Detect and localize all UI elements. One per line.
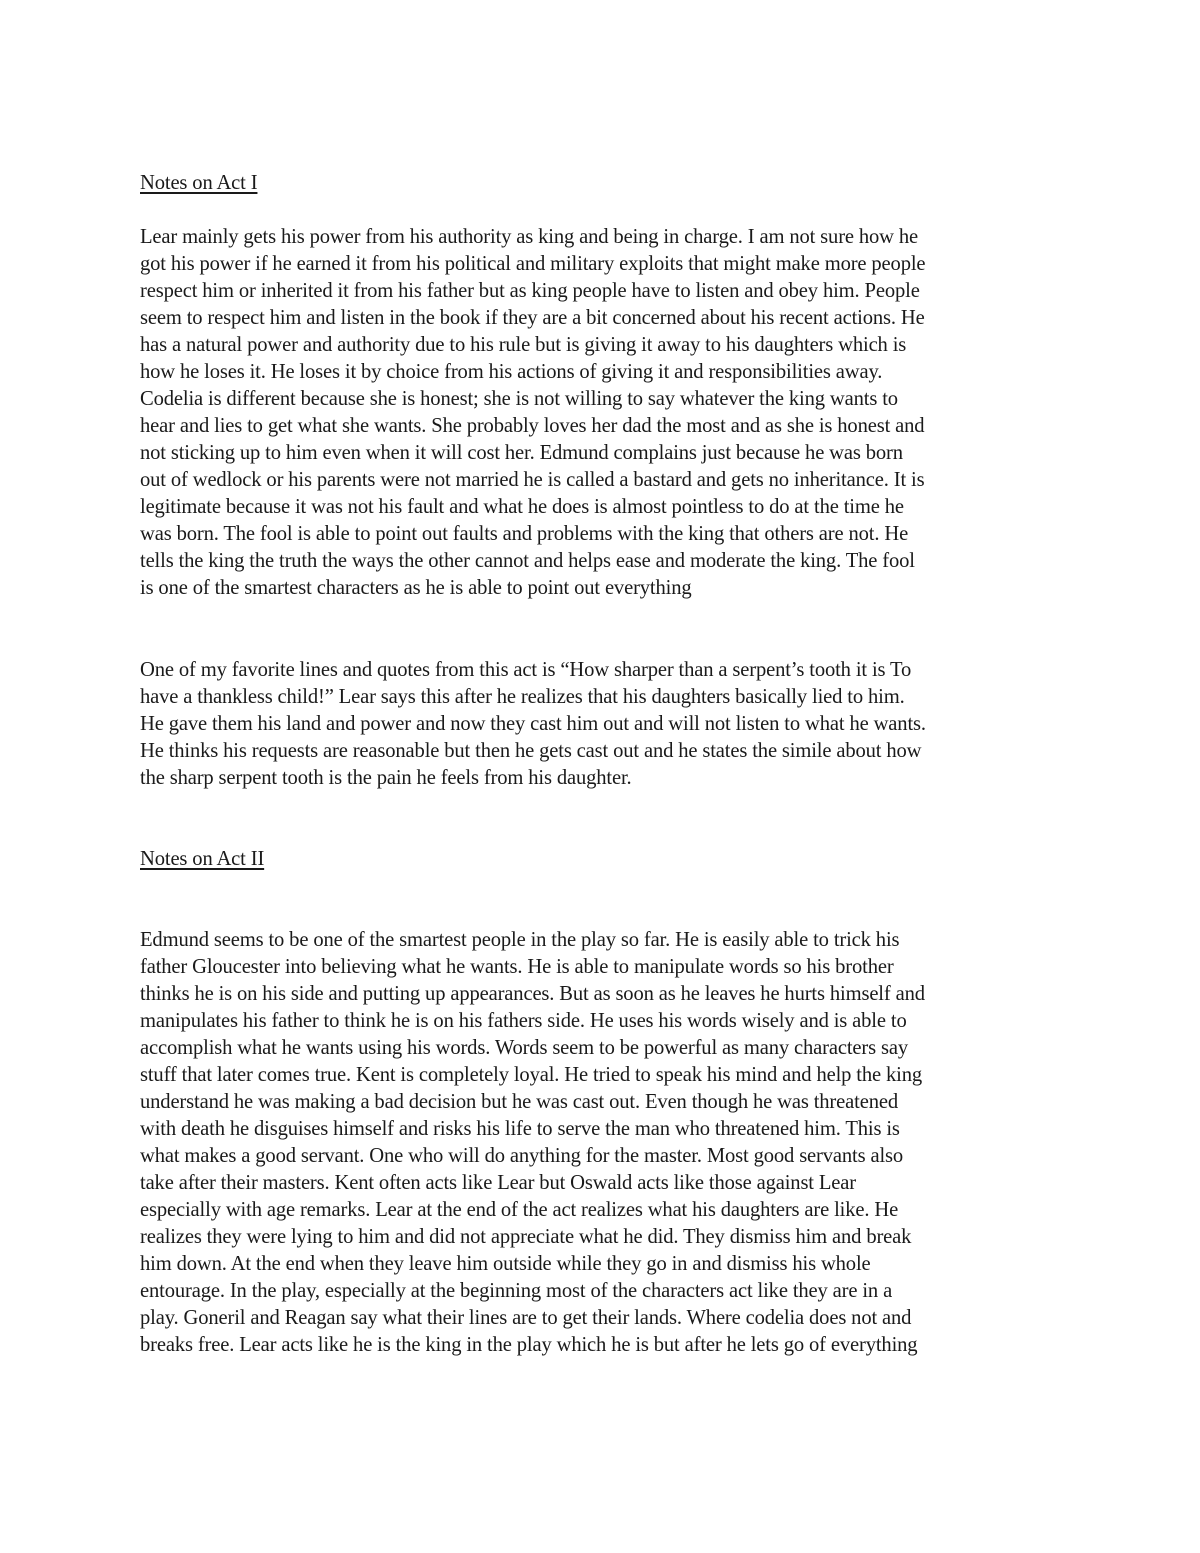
text-line: out of wedlock or his parents were not married he is called a bastard and gets no inheritance. It is: [140, 469, 925, 491]
text-line: Lear mainly gets his power from his authority as king and being in charge. I am not sure how he: [140, 226, 919, 248]
text-line: respect him or inherited it from his father but as king people have to listen and obey him. People: [140, 280, 920, 302]
text-line: breaks free. Lear acts like he is the king in the play which he is but after he lets go of everything: [140, 1334, 918, 1356]
text-line: with death he disguises himself and risks his life to serve the man who threatened him. This is: [140, 1118, 900, 1140]
text-line: especially with age remarks. Lear at the end of the act realizes what his daughters are like. He: [140, 1199, 899, 1221]
text-line: take after their masters. Kent often acts like Lear but Oswald acts like those against Lear: [140, 1172, 857, 1194]
text-line: Codelia is different because she is honest; she is not willing to say whatever the king wants to: [140, 388, 898, 410]
text-line: play. Goneril and Reagan say what their lines are to get their lands. Where codelia does not and: [140, 1307, 912, 1329]
text-line: him down. At the end when they leave him outside while they go in and dismiss his whole: [140, 1253, 871, 1275]
text-line: got his power if he earned it from his political and military exploits that might make more people: [140, 253, 926, 275]
text-line: thinks he is on his side and putting up appearances. But as soon as he leaves he hurts himself and: [140, 983, 925, 1005]
text-line: father Gloucester into believing what he wants. He is able to manipulate words so his brother: [140, 956, 894, 978]
text-line: stuff that later comes true. Kent is completely loyal. He tried to speak his mind and help the king: [140, 1064, 923, 1086]
act-one-heading: Notes on Act I: [140, 172, 258, 194]
text-line: was born. The fool is able to point out faults and problems with the king that others are not. He: [140, 523, 909, 545]
text-line: how he loses it. He loses it by choice from his actions of giving it and responsibilities away.: [140, 361, 883, 383]
text-line: understand he was making a bad decision but he was cast out. Even though he was threatened: [140, 1091, 898, 1113]
text-line: Edmund seems to be one of the smartest people in the play so far. He is easily able to trick his: [140, 929, 900, 951]
text-line: is one of the smartest characters as he is able to point out everything: [140, 577, 692, 599]
text-line: seem to respect him and listen in the book if they are a bit concerned about his recent actions. He: [140, 307, 925, 329]
text-line: have a thankless child!” Lear says this after he realizes that his daughters basically lied to him.: [140, 686, 905, 708]
text-line: accomplish what he wants using his words. Words seem to be powerful as many characters say: [140, 1037, 908, 1059]
text-line: He gave them his land and power and now they cast him out and will not listen to what he wants.: [140, 713, 926, 735]
text-line: One of my favorite lines and quotes from this act is “How sharper than a serpent’s tooth it is To: [140, 659, 912, 681]
act-one-paragraph-1: [140, 224, 1070, 602]
text-line: legitimate because it was not his fault and what he does is almost pointless to do at the time he: [140, 496, 904, 518]
text-line: He thinks his requests are reasonable but then he gets cast out and he states the simile about how: [140, 740, 922, 762]
act-two-paragraph-1: [140, 927, 1070, 1359]
text-line: not sticking up to him even when it will cost her. Edmund complains just because he was born: [140, 442, 903, 464]
act-two-heading: Notes on Act II: [140, 848, 265, 870]
act-one-paragraph-2: [140, 657, 1070, 792]
text-line: manipulates his father to think he is on his fathers side. He uses his words wisely and is able to: [140, 1010, 907, 1032]
text-line: tells the king the truth the ways the other cannot and helps ease and moderate the king. The fool: [140, 550, 915, 572]
text-line: realizes they were lying to him and did not appreciate what he did. They dismiss him and break: [140, 1226, 912, 1248]
text-line: has a natural power and authority due to his rule but is giving it away to his daughters which is: [140, 334, 907, 356]
text-line: the sharp serpent tooth is the pain he feels from his daughter.: [140, 767, 632, 789]
text-line: entourage. In the play, especially at the beginning most of the characters act like they are in a: [140, 1280, 893, 1302]
text-line: hear and lies to get what she wants. She probably loves her dad the most and as she is honest and: [140, 415, 925, 437]
text-line: what makes a good servant. One who will do anything for the master. Most good servants also: [140, 1145, 904, 1167]
